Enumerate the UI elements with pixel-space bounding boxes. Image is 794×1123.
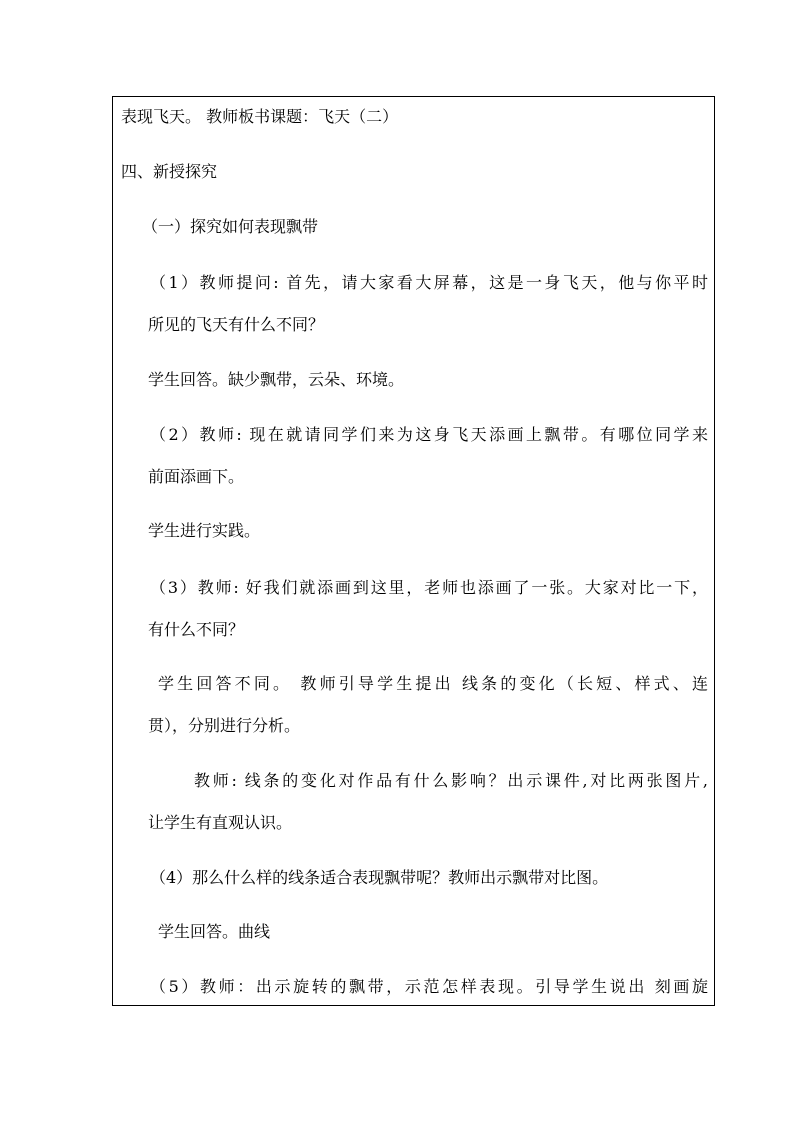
section-heading-new-lesson: 四、新授探究 bbox=[121, 162, 218, 181]
step-5: （5）教师：出示旋转的飘带，示范怎样表现。引导学生说出 刻画旋 bbox=[150, 977, 708, 996]
step-3-line-2: 有什么不同？ bbox=[148, 620, 245, 639]
step-2-line-2: 前面添画下。 bbox=[148, 467, 245, 486]
student-practice: 学生进行实践。 bbox=[148, 521, 261, 540]
text-line-1: 表现飞天。 教师板书课题：飞天（二） bbox=[121, 107, 399, 126]
student-answer-3: 学生回答。曲线 bbox=[158, 922, 271, 941]
step-3-line-1: （3）教师: 好我们就添画到这里，老师也添画了一张。大家对比一下， bbox=[150, 578, 708, 597]
step-1-line-1: （1）教师提问: 首先，请大家看大屏幕，这是一身飞天，他与你平时 bbox=[150, 273, 708, 292]
student-answer-1: 学生回答。缺少飘带，云朵、环境。 bbox=[148, 370, 405, 389]
student-answer-2-line-1: 学生回答不同。 教师引导学生提出 线条的变化（长短、样式、连 bbox=[158, 674, 708, 693]
teacher-question-line-2: 让学生有直观认识。 bbox=[148, 813, 293, 832]
subsection-heading-ribbons: （一）探究如何表现飘带 bbox=[142, 217, 319, 236]
step-4: （4）那么什么样的线条适合表现飘带呢？教师出示飘带对比图。 bbox=[150, 868, 609, 887]
teacher-question-line-1: 教师: 线条的变化对作品有什么影响？出示课件,对比两张图片, bbox=[194, 771, 708, 790]
step-1-line-2: 所见的飞天有什么不同？ bbox=[148, 315, 325, 334]
step-2-line-1: （2）教师: 现在就请同学们来为这身飞天添画上飘带。有哪位同学来 bbox=[150, 425, 708, 444]
student-answer-2-line-2: 贯），分别进行分析。 bbox=[148, 716, 301, 735]
